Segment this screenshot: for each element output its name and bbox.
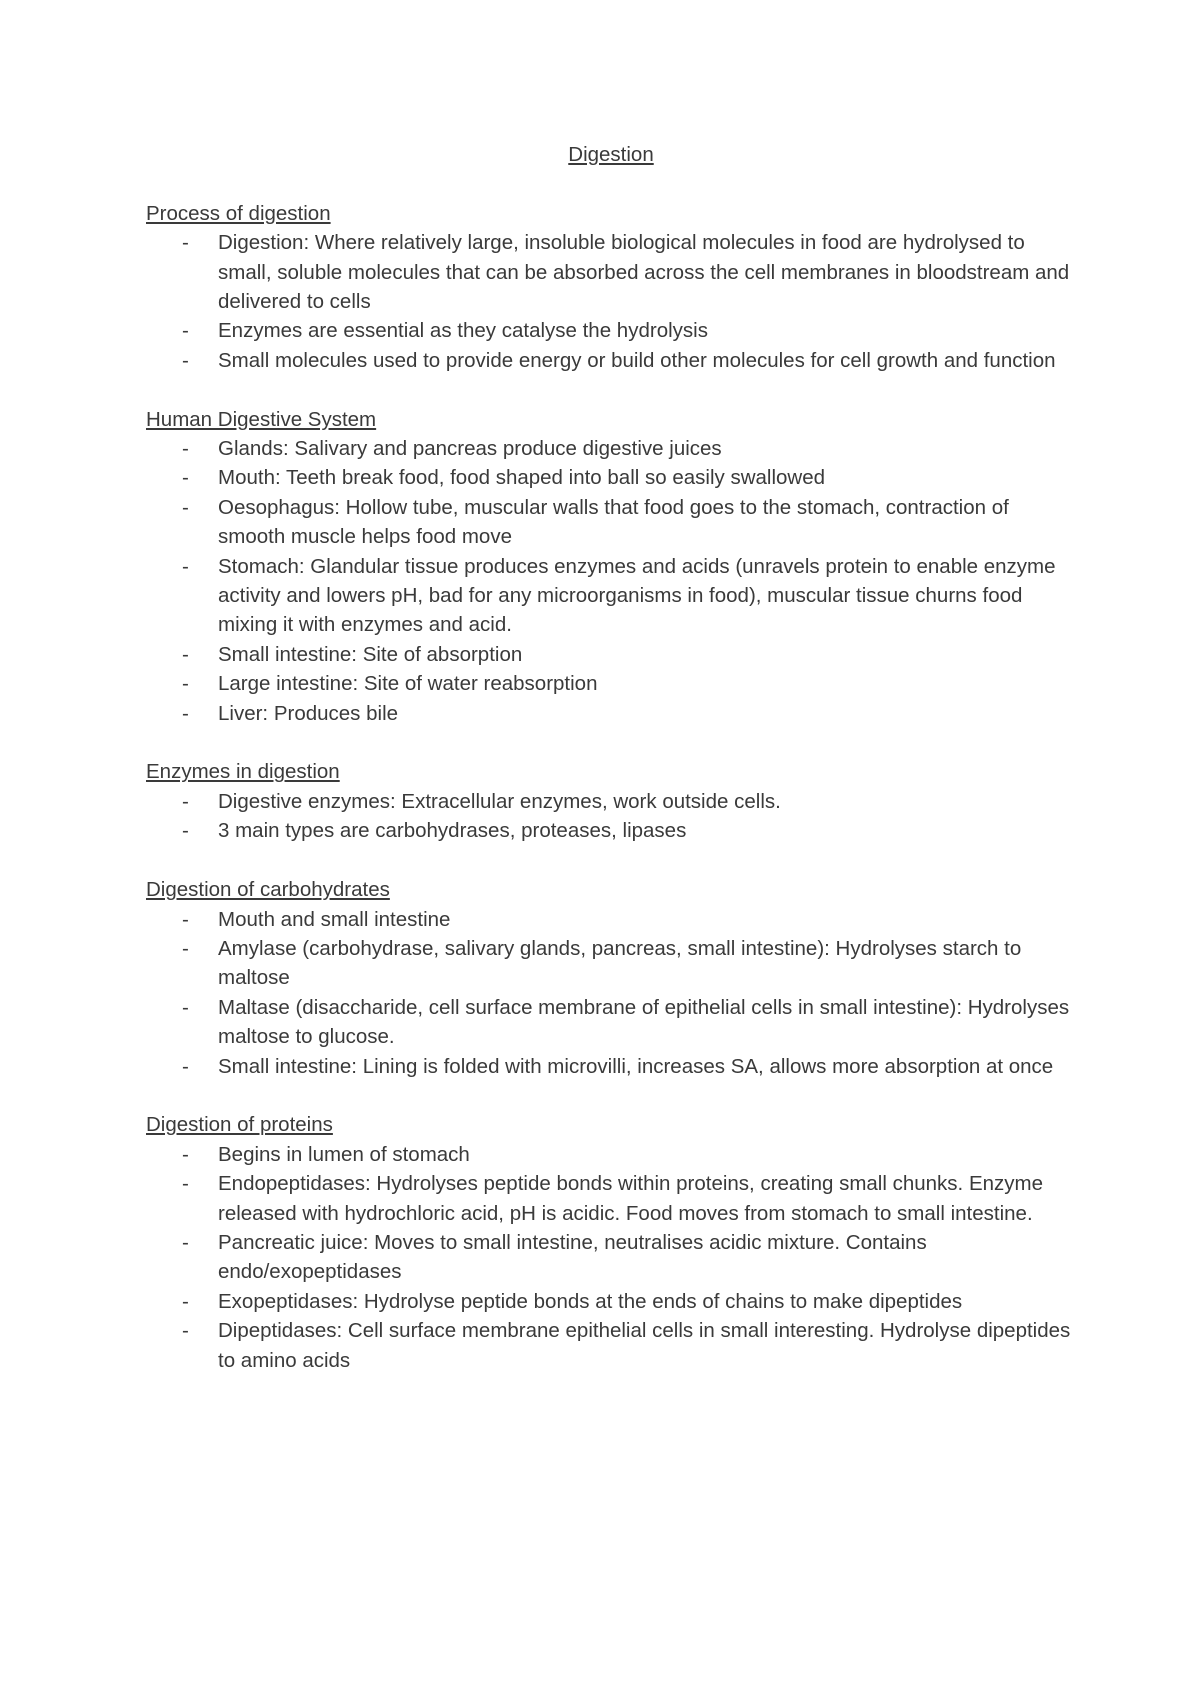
section-heading: Process of digestion [146,201,331,225]
bullet-dash: - [182,319,189,343]
bullet-dash: - [182,1172,189,1196]
section-heading: Digestion of proteins [146,1113,333,1137]
bullet-dash: - [182,672,189,696]
bullet-dash: - [182,1289,189,1313]
list-item-text: Digestive enzymes: Extracellular enzymes, work outside cells. [218,789,781,813]
section-enzymes-in-digestion [146,757,1076,845]
list-item-text: 3 main types are carbohydrases, proteases, lipases [218,819,687,843]
list-item [146,1316,1076,1375]
bullet-dash: - [182,642,189,666]
bullet-dash: - [182,348,189,372]
bullet-dash: - [182,1054,189,1078]
bullet-dash: - [182,554,189,578]
list-item [146,640,1076,669]
bullet-dash: - [182,1319,189,1343]
bullet-dash: - [182,466,189,490]
bullet-dash: - [182,701,189,725]
list-item-text: Digestion: Where relatively large, insoluble biological molecules in food are hydrolysed to small, soluble molecules that can be absorbed across the cell membranes in bloodstream and delivered to cells [218,231,1070,314]
list-item [146,434,1076,463]
list-item [146,346,1076,375]
list-item [146,1287,1076,1316]
list-item-text: Enzymes are essential as they catalyse the hydrolysis [218,319,708,343]
list-item-text: Exopeptidases: Hydrolyse peptide bonds at the ends of chains to make dipeptides [218,1289,963,1313]
list-item [146,934,1076,993]
list-item [146,669,1076,698]
section-human-digestive-system [146,405,1076,728]
list-item-text: Large intestine: Site of water reabsorption [218,672,598,696]
bullet-dash: - [182,1230,189,1254]
list-item-text: Maltase (disaccharide, cell surface membrane of epithelial cells in small intestine): Hydrolyses maltose to glucose. [218,995,1070,1049]
bullet-list [146,228,1076,375]
list-item [146,1228,1076,1287]
list-item [146,905,1076,934]
list-item-text: Mouth: Teeth break food, food shaped into ball so easily swallowed [218,466,826,490]
bullet-dash: - [182,495,189,519]
list-item-text: Mouth and small intestine [218,907,451,931]
list-item-text: Endopeptidases: Hydrolyses peptide bonds within proteins, creating small chunks. Enzyme released with hydrochloric acid, pH is acidic. Food moves from stomach to small intestine. [218,1172,1043,1225]
list-item-text: Small intestine: Lining is folded with microvilli, increases SA, allows more absorption at once [218,1054,1054,1078]
list-item-text: Glands: Salivary and pancreas produce digestive juices [218,437,722,461]
list-item [146,993,1076,1052]
bullet-list [146,905,1076,1081]
bullet-dash: - [182,231,189,255]
list-item-text: Oesophagus: Hollow tube, muscular walls that food goes to the stomach, contraction of smooth muscle helps food move [218,495,1009,549]
bullet-dash: - [182,789,189,813]
list-item [146,552,1076,640]
bullet-dash: - [182,936,189,960]
list-item [146,493,1076,552]
list-item-text: Liver: Produces bile [218,701,399,725]
document-page [146,140,1076,1404]
bullet-list [146,1140,1076,1375]
list-item [146,1169,1076,1228]
section-heading: Digestion of carbohydrates [146,878,390,902]
list-item-text: Begins in lumen of stomach [218,1142,470,1166]
bullet-dash: - [182,819,189,843]
list-item-text: Stomach: Glandular tissue produces enzymes and acids (unravels protein to enable enzyme activity and lowers pH, bad for any microorganisms in food), muscular tissue churns food mixing it with enzymes and acid. [218,554,1056,637]
section-digestion-of-proteins [146,1110,1076,1375]
list-item-text: Pancreatic juice: Moves to small intestine, neutralises acidic mixture. Contains endo/exopeptidases [218,1230,927,1284]
list-item [146,699,1076,728]
list-item [146,228,1076,316]
section-heading: Enzymes in digestion [146,760,340,784]
bullet-dash: - [182,907,189,931]
section-digestion-of-carbohydrates [146,875,1076,1081]
list-item-text: Small molecules used to provide energy or build other molecules for cell growth and function [218,348,1056,372]
list-item [146,1052,1076,1081]
list-item [146,816,1076,845]
section-process-of-digestion [146,199,1076,375]
bullet-dash: - [182,437,189,461]
list-item-text: Dipeptidases: Cell surface membrane epithelial cells in small interesting. Hydrolyse dipeptides to amino acids [218,1319,1071,1372]
list-item [146,787,1076,816]
list-item [146,463,1076,492]
document-title: Digestion [568,143,654,166]
bullet-dash: - [182,995,189,1019]
list-item [146,1140,1076,1169]
list-item-text: Amylase (carbohydrase, salivary glands, pancreas, small intestine): Hydrolyses starch to maltose [218,936,1022,990]
bullet-dash: - [182,1142,189,1166]
list-item-text: Small intestine: Site of absorption [218,642,523,666]
bullet-list [146,434,1076,728]
bullet-list [146,787,1076,846]
section-heading: Human Digestive System [146,407,377,431]
list-item [146,316,1076,345]
